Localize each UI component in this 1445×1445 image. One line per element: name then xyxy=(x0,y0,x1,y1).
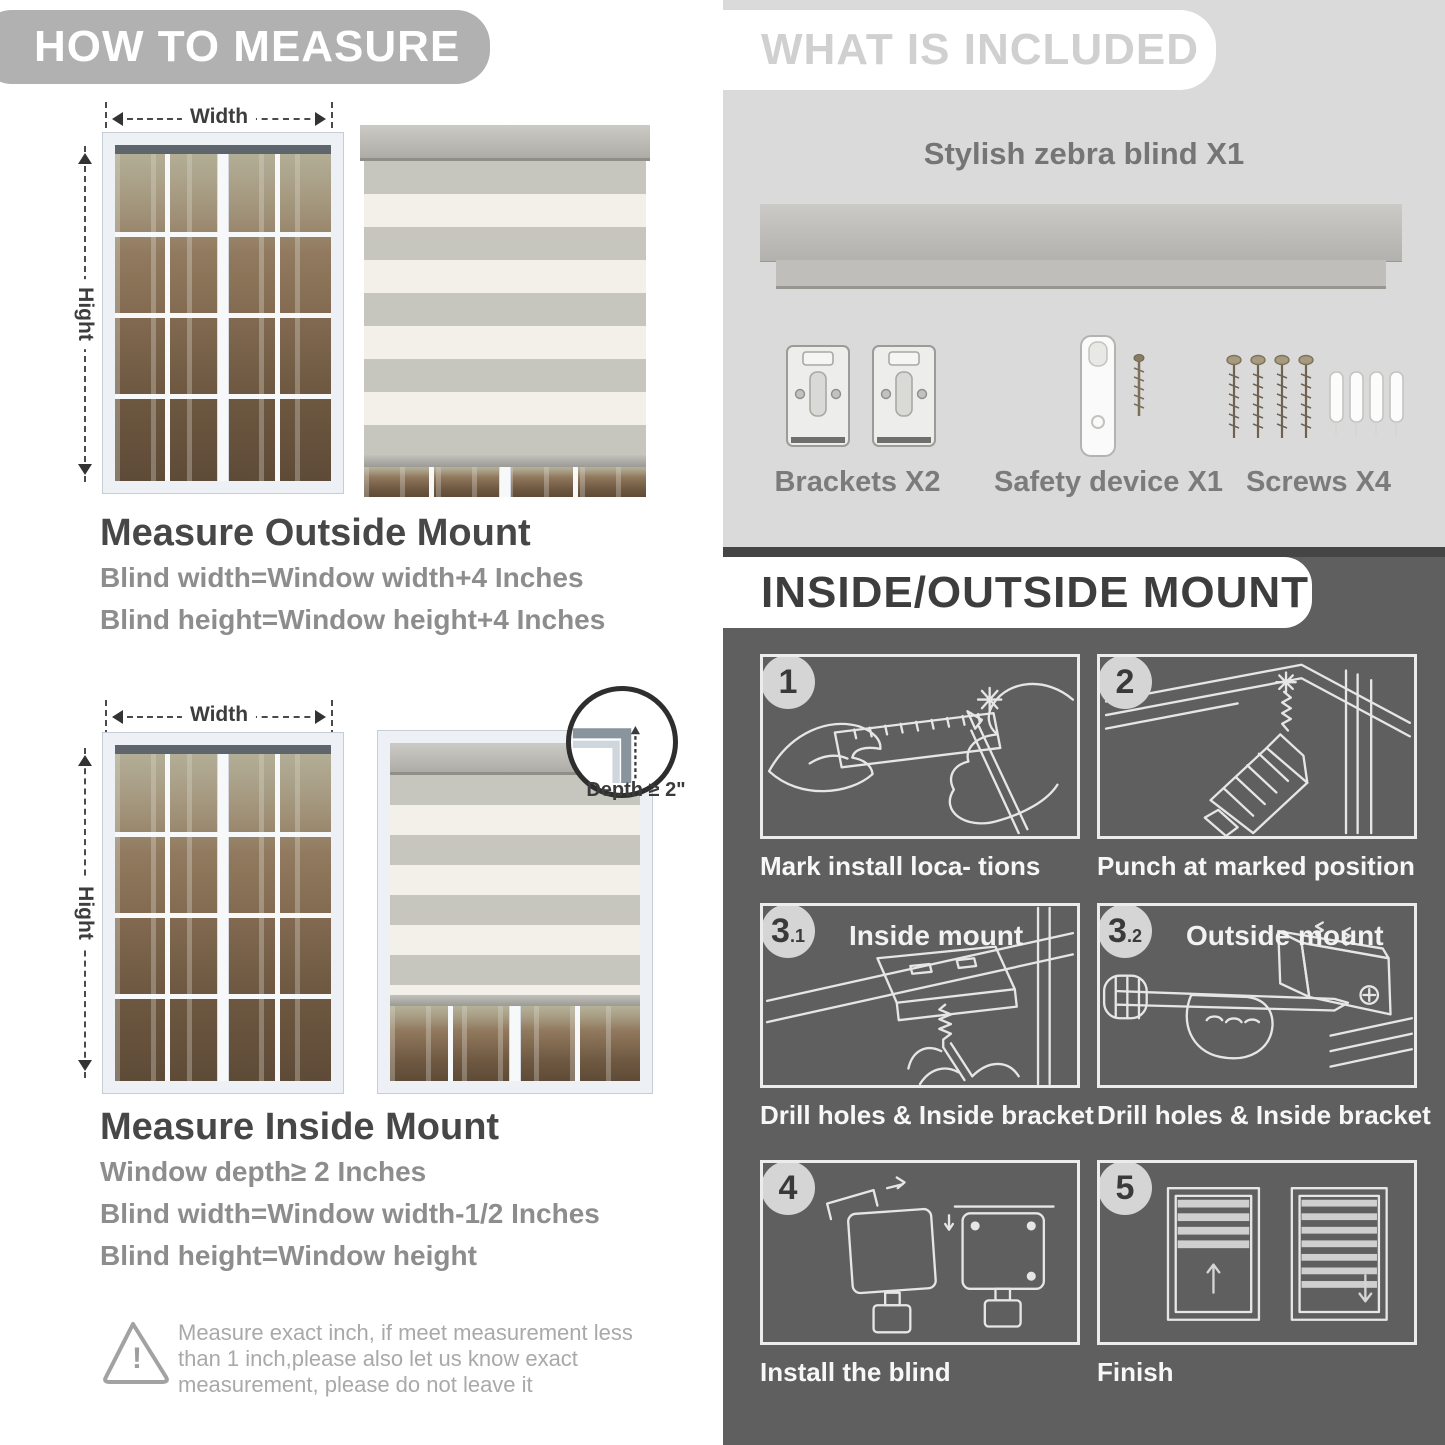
window-glass xyxy=(364,467,646,497)
muntin xyxy=(429,467,434,497)
outside-mount-line-1: Blind width=Window width+4 Inches xyxy=(100,562,584,593)
dash-line xyxy=(251,118,321,120)
muntin xyxy=(115,313,331,318)
window-divider xyxy=(510,1006,520,1081)
window-sliver xyxy=(390,1006,640,1081)
tick xyxy=(331,700,333,736)
inside-mount-line-2: Blind width=Window width-1/2 Inches xyxy=(100,1198,600,1229)
mount-title: INSIDE/OUTSIDE MOUNT xyxy=(761,567,1310,617)
arrowhead-up-icon xyxy=(78,748,92,766)
step-number: 3 xyxy=(1108,911,1127,950)
height-label: Hight xyxy=(73,279,97,349)
step-number: 1 xyxy=(778,662,798,701)
step-5-caption: Finish xyxy=(1097,1357,1174,1387)
outside-mount-line-2: Blind height=Window height+4 Inches xyxy=(100,604,606,635)
warning-exclamation: ! xyxy=(132,1342,142,1375)
step-3-2-caption: Drill holes & Inside bracket xyxy=(1097,1100,1431,1130)
step-number: 3 xyxy=(771,911,790,950)
depth-callout-label: Depth ≥ 2" xyxy=(586,779,686,801)
safety-device-icon xyxy=(1053,332,1163,464)
inside-mount-title: Measure Inside Mount xyxy=(100,1106,500,1148)
included-item-label: Safety device X1 xyxy=(994,466,1223,498)
window-corner-detail xyxy=(571,691,663,783)
step-number: 2 xyxy=(1115,662,1135,701)
blind-fabric xyxy=(390,775,640,995)
height-label: Hight xyxy=(73,878,97,948)
step-number-sub: .2 xyxy=(1126,925,1142,946)
step-3-2-title: Outside mount xyxy=(1186,920,1384,951)
warning-line-1: Measure exact inch, if meet measurement less xyxy=(178,1320,633,1345)
blind-headrail-image xyxy=(760,203,1402,261)
step-5-panel xyxy=(1097,1160,1417,1345)
how-to-measure-title: HOW TO MEASURE xyxy=(34,22,461,71)
arrowhead-up-icon xyxy=(78,146,92,164)
blind-fabric xyxy=(364,161,646,455)
muntin xyxy=(573,467,578,497)
muntin xyxy=(448,1006,453,1081)
included-item-label: Brackets X2 xyxy=(774,466,941,498)
width-label: Width xyxy=(182,105,256,129)
step-5-badge xyxy=(1098,1161,1152,1215)
window-glass xyxy=(115,145,331,481)
step-3-1-caption: Drill holes & Inside bracket xyxy=(760,1100,1094,1130)
arrowhead-down-icon xyxy=(78,1060,92,1078)
arrowhead-down-icon xyxy=(78,464,92,482)
muntin xyxy=(115,394,331,399)
step-1-badge xyxy=(761,655,815,709)
what-is-included-panel xyxy=(723,0,1445,547)
screws-icon xyxy=(1218,342,1413,462)
inside-mount-line-3: Blind height=Window height xyxy=(100,1240,477,1271)
step-4-badge xyxy=(761,1161,815,1215)
height-arrow xyxy=(74,748,96,1078)
window-photo-inside xyxy=(103,733,343,1093)
step-number: 5 xyxy=(1115,1168,1135,1207)
muntin xyxy=(115,994,331,999)
step-4-panel xyxy=(760,1160,1080,1345)
warning-text xyxy=(178,1320,638,1398)
width-label: Width xyxy=(182,703,256,727)
step-1-caption: Mark install loca- tions xyxy=(760,851,1041,881)
brackets-icon xyxy=(781,338,941,458)
arrowhead-left-icon xyxy=(105,710,123,724)
warning-line-3: measurement, please do not leave it xyxy=(178,1372,533,1397)
muntin xyxy=(115,232,331,237)
tick xyxy=(105,700,107,736)
window-divider xyxy=(500,467,510,497)
muntin xyxy=(115,913,331,918)
what-is-included-title: WHAT IS INCLUDED xyxy=(761,25,1200,74)
step-number: 4 xyxy=(778,1168,798,1207)
muntin xyxy=(115,832,331,837)
step-2-caption: Punch at marked position xyxy=(1097,851,1415,881)
step-3-2-panel xyxy=(1097,903,1417,1088)
width-arrow xyxy=(105,703,333,728)
zebra-blind-outside xyxy=(360,125,650,497)
step-3-1-title: Inside mount xyxy=(849,920,1024,951)
step-3-1-panel xyxy=(760,903,1080,1088)
step-3-1-badge xyxy=(761,904,815,958)
outside-mount-title: Measure Outside Mount xyxy=(100,512,531,554)
included-item-label: Screws X4 xyxy=(1245,466,1392,498)
mount-header xyxy=(723,557,1312,628)
width-arrow xyxy=(105,105,333,130)
inside-mount-line-1: Window depth≥ 2 Inches xyxy=(100,1156,427,1187)
window-glass xyxy=(390,1006,640,1081)
step-number-sub: .1 xyxy=(789,925,805,946)
product-label: Stylish zebra blind X1 xyxy=(923,136,1245,171)
blind-headrail xyxy=(360,125,650,161)
step-2-badge xyxy=(1098,655,1152,709)
window-photo-outside xyxy=(103,133,343,493)
dash-line xyxy=(251,716,321,718)
window-sliver xyxy=(364,467,646,497)
step-2-panel xyxy=(1097,654,1417,839)
section-divider xyxy=(723,547,1445,557)
warning-triangle-icon xyxy=(98,1316,176,1388)
blind-bottomrail xyxy=(364,455,646,467)
window-sash-top xyxy=(115,745,331,754)
step-3-2-badge xyxy=(1098,904,1152,958)
height-arrow xyxy=(74,146,96,482)
arrowhead-left-icon xyxy=(105,112,123,126)
step-1-panel xyxy=(760,654,1080,839)
what-is-included-header xyxy=(723,10,1216,90)
step-4-caption: Install the blind xyxy=(760,1357,951,1387)
window-sash-top xyxy=(115,145,331,154)
blind-bottomrail xyxy=(390,995,640,1006)
blind-headrail-bottom-image xyxy=(776,260,1386,289)
warning-line-2: than 1 inch,please also let us know exact xyxy=(178,1346,578,1371)
mount-instructions-panel xyxy=(723,557,1445,1445)
muntin xyxy=(575,1006,580,1081)
how-to-measure-header xyxy=(0,10,490,84)
window-glass xyxy=(115,745,331,1081)
